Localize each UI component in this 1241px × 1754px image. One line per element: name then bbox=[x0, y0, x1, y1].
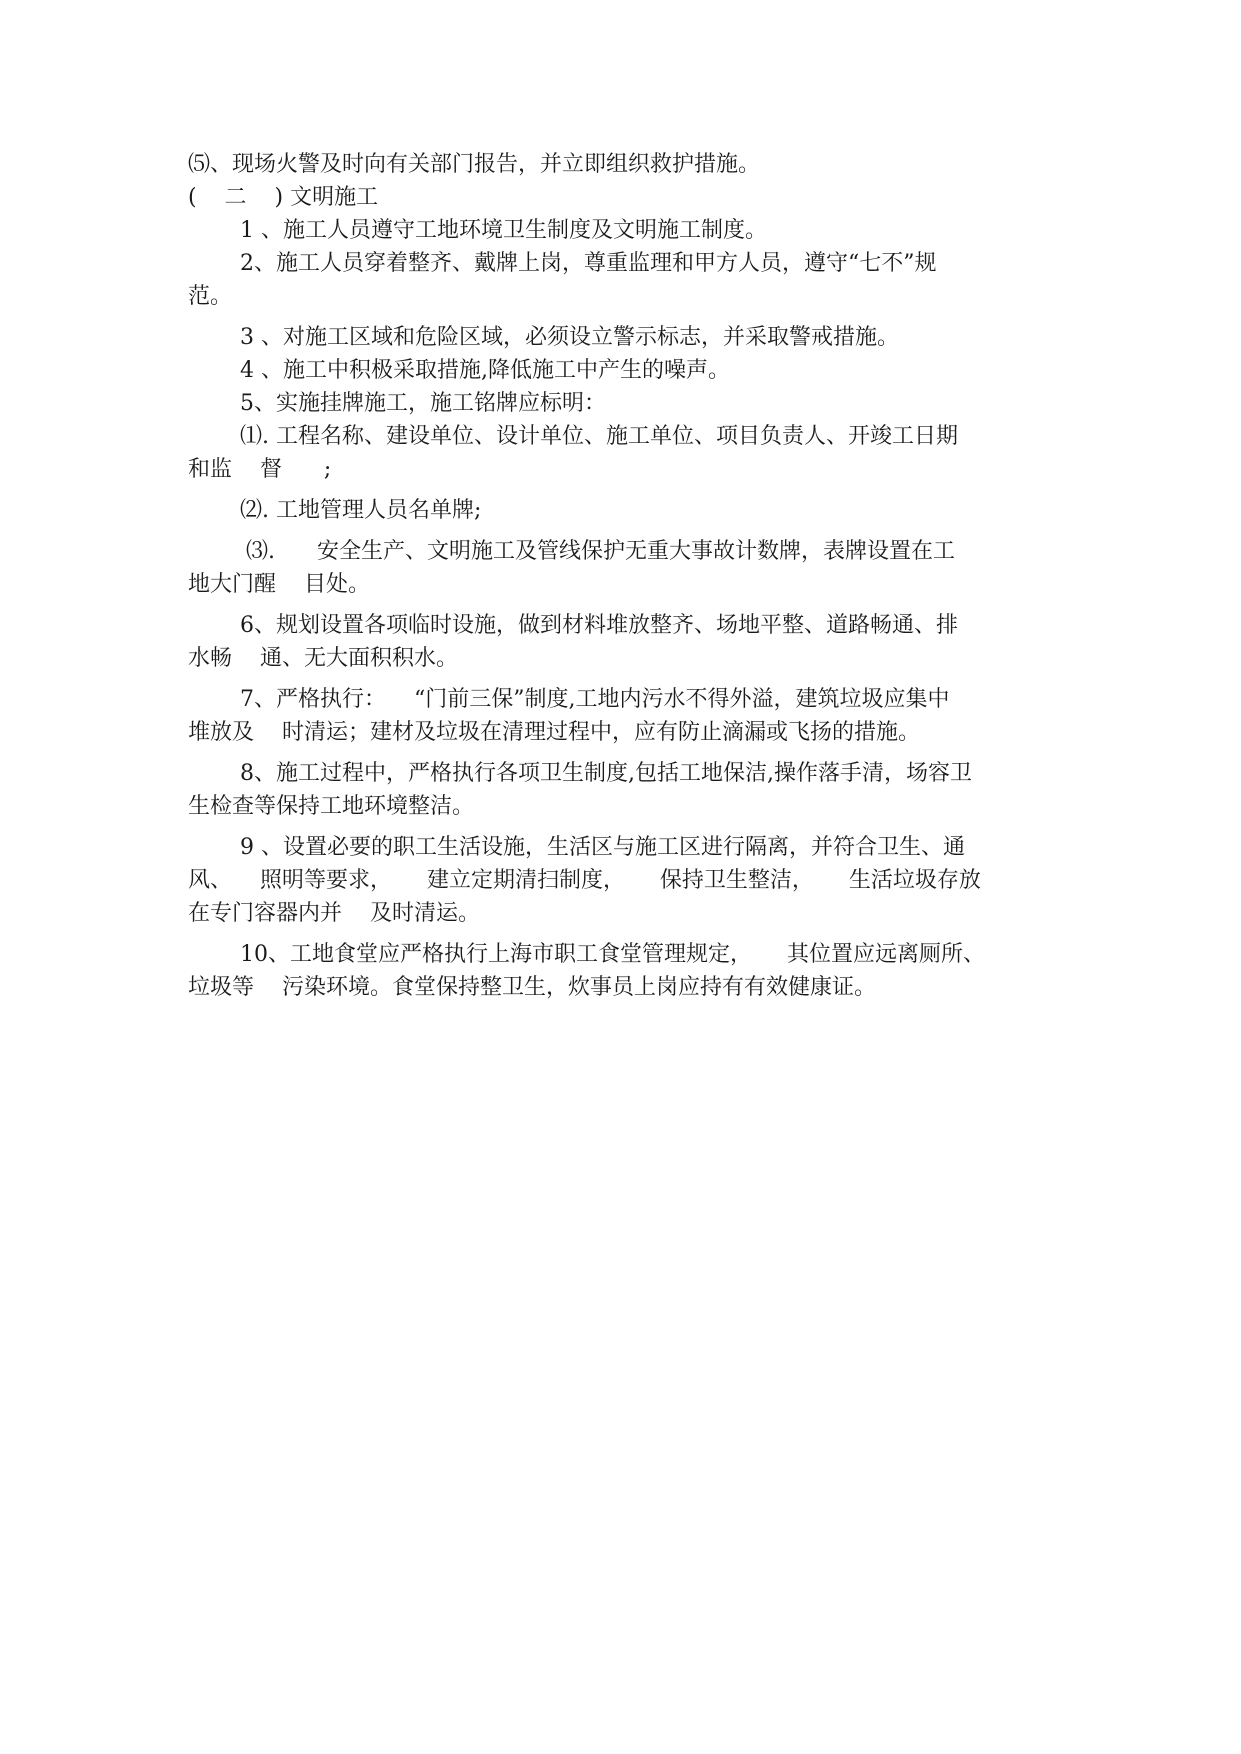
text-line: 5、实施挂牌施工，施工铭牌应标明： bbox=[240, 391, 606, 416]
text-line: 2、施工人员穿着整齐、戴牌上岗，尊重监理和甲方人员，遵守“七不”规 bbox=[240, 251, 937, 276]
text-line: 生检查等保持工地环境整洁。 bbox=[188, 794, 475, 819]
document-body bbox=[188, 148, 1063, 1004]
text-line: 6、规划设置各项临时设施，做到材料堆放整齐、场地平整、道路畅通、排 bbox=[240, 613, 958, 638]
text-line: 7、严格执行： “门前三保”制度,工地内污水不得外溢，建筑垃圾应集中 bbox=[240, 687, 950, 712]
text-line: 在专门容器内并 及时清运。 bbox=[188, 901, 480, 926]
text-line: 3 、对施工区域和危险区域，必须设立警示标志，并采取警戒措施。 bbox=[240, 325, 899, 350]
text-line: 地大门醒 目处。 bbox=[188, 572, 370, 597]
section-heading: ( 二 ) 文明施工 bbox=[188, 185, 379, 210]
text-line: 10、工地食堂应严格执行上海市职工食堂管理规定， 其位置应远离厕所、 bbox=[240, 942, 985, 967]
text-line: 风、 照明等要求， 建立定期清扫制度， 保持卫生整洁， 生活垃圾存放 bbox=[188, 868, 981, 893]
text-line: 1 、施工人员遵守工地环境卫生制度及文明施工制度。 bbox=[240, 218, 767, 243]
text-line: 堆放及 时清运；建材及垃圾在清理过程中，应有防止滴漏或飞扬的措施。 bbox=[188, 720, 920, 745]
text-line: ⑸、现场火警及时向有关部门报告，并立即组织救护措施。 bbox=[188, 152, 761, 177]
text-line: 和监 督 ; bbox=[188, 457, 332, 482]
text-line: 4 、施工中积极采取措施,降低施工中产生的噪声。 bbox=[240, 358, 730, 383]
text-line: 9 、设置必要的职工生活设施，生活区与施工区进行隔离，并符合卫生、通 bbox=[240, 835, 965, 860]
text-line: 水畅 通、无大面积积水。 bbox=[188, 646, 458, 671]
text-line: ⑵. 工地管理人员名单牌; bbox=[240, 498, 482, 523]
text-line: ⑶. 安全生产、文明施工及管线保护无重大事故计数牌，表牌设置在工 bbox=[246, 539, 955, 564]
text-line: ⑴. 工程名称、建设单位、设计单位、施工单位、项目负责人、开竣工日期 bbox=[240, 424, 958, 449]
text-line: 8、施工过程中，严格执行各项卫生制度,包括工地保洁,操作落手清，场容卫 bbox=[240, 761, 972, 786]
text-line: 垃圾等 污染环境。食堂保持整卫生，炊事员上岗应持有有效健康证。 bbox=[188, 975, 876, 1000]
text-line: 范。 bbox=[188, 284, 233, 309]
